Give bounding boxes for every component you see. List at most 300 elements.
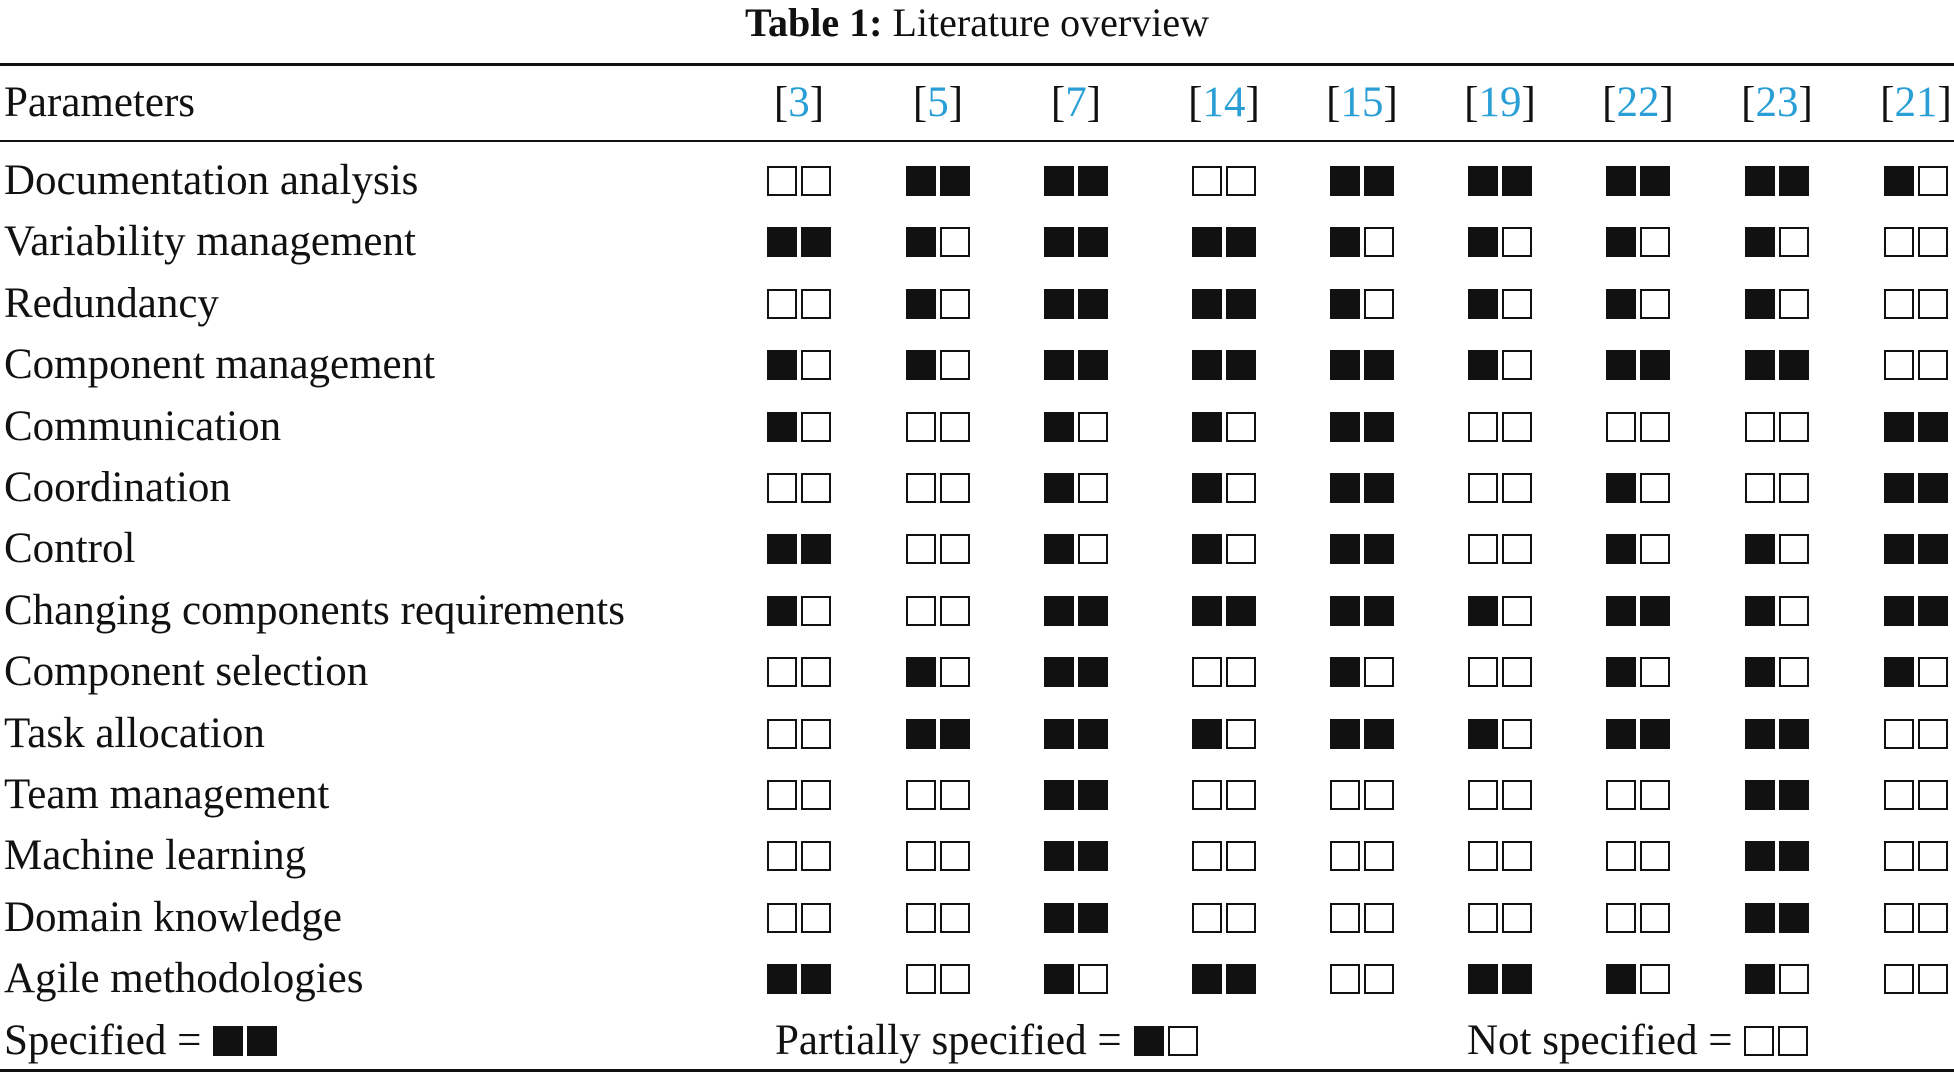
- empty-square-icon: [1502, 473, 1532, 503]
- table-row: [0, 949, 1954, 1009]
- filled-square-icon: [1779, 350, 1809, 380]
- legend-text: Not specified =: [1467, 1017, 1733, 1064]
- empty-square-icon: [1918, 841, 1948, 871]
- open-bracket: [: [1188, 79, 1203, 126]
- reference-header[interactable]: [1021, 73, 1131, 133]
- filled-square-icon: [1078, 166, 1108, 196]
- filled-square-icon: [1330, 227, 1360, 257]
- close-bracket: ]: [1798, 79, 1813, 126]
- filled-square-icon: [1330, 350, 1360, 380]
- filled-square-icon: [1918, 473, 1948, 503]
- empty-square-icon: [767, 841, 797, 871]
- empty-square-icon: [1640, 289, 1670, 319]
- empty-square-icon: [1640, 473, 1670, 503]
- specification-cell: [1861, 581, 1954, 641]
- filled-square-icon: [1468, 227, 1498, 257]
- filled-square-icon: [1502, 964, 1532, 994]
- empty-square-icon: [1468, 534, 1498, 564]
- empty-square-icon: [940, 412, 970, 442]
- filled-square-icon: [1779, 719, 1809, 749]
- specification-cell: [1307, 642, 1417, 702]
- filled-square-icon: [1044, 596, 1074, 626]
- filled-square-icon: [906, 289, 936, 319]
- empty-square-icon: [1918, 166, 1948, 196]
- empty-square-icon: [801, 350, 831, 380]
- reference-link[interactable]: 15: [1340, 79, 1384, 126]
- specification-cell: [1861, 335, 1954, 395]
- filled-square-icon: [1192, 534, 1222, 564]
- specification-cell: [883, 335, 993, 395]
- filled-square-icon: [213, 1026, 243, 1056]
- empty-square-icon: [1168, 1026, 1198, 1056]
- filled-square-icon: [1745, 596, 1775, 626]
- empty-square-icon: [1884, 289, 1914, 319]
- filled-square-icon: [1640, 596, 1670, 626]
- specification-cell: [1169, 458, 1279, 518]
- specification-cell: [1583, 642, 1693, 702]
- specification-cell: [1169, 826, 1279, 886]
- specification-cell: [1861, 458, 1954, 518]
- empty-square-icon: [1192, 166, 1222, 196]
- empty-square-icon: [1745, 412, 1775, 442]
- specification-cell: [1583, 458, 1693, 518]
- filled-square-icon: [1468, 964, 1498, 994]
- reference-header[interactable]: [883, 73, 993, 133]
- filled-square-icon: [1078, 903, 1108, 933]
- filled-square-icon: [1192, 412, 1222, 442]
- filled-square-icon: [1078, 227, 1108, 257]
- filled-square-icon: [940, 719, 970, 749]
- empty-square-icon: [940, 841, 970, 871]
- specification-cell: [1021, 826, 1131, 886]
- reference-link[interactable]: 23: [1755, 79, 1799, 126]
- empty-square-icon: [801, 841, 831, 871]
- filled-square-icon: [247, 1026, 277, 1056]
- filled-square-icon: [1779, 780, 1809, 810]
- close-bracket: ]: [1086, 79, 1102, 126]
- filled-square-icon: [1364, 166, 1394, 196]
- empty-square-icon: [1918, 657, 1948, 687]
- specification-cell: [1169, 704, 1279, 764]
- specification-cell: [1445, 826, 1555, 886]
- empty-square-icon: [1364, 903, 1394, 933]
- table-caption: [0, 0, 1954, 46]
- specification-cell: [1169, 581, 1279, 641]
- specification-cell: [744, 274, 854, 334]
- filled-square-icon: [767, 964, 797, 994]
- reference-link[interactable]: 3: [788, 79, 810, 126]
- specification-cell: [1307, 458, 1417, 518]
- filled-square-icon: [1044, 964, 1074, 994]
- specification-cell: [1021, 888, 1131, 948]
- reference-header[interactable]: [1722, 73, 1832, 133]
- specification-cell: [1722, 274, 1832, 334]
- specification-cell: [744, 949, 854, 1009]
- filled-square-icon: [1330, 289, 1360, 319]
- specification-cell: [1169, 888, 1279, 948]
- specification-cell: [1021, 581, 1131, 641]
- filled-square-icon: [1606, 964, 1636, 994]
- table-row: [0, 704, 1954, 764]
- open-bracket: [: [1741, 79, 1756, 126]
- empty-square-icon: [1192, 657, 1222, 687]
- table-row: [0, 274, 1954, 334]
- filled-square-icon: [1078, 596, 1108, 626]
- specification-cell: [744, 826, 854, 886]
- reference-link[interactable]: 14: [1202, 79, 1246, 126]
- empty-square-icon: [1364, 657, 1394, 687]
- specification-cell: [1583, 274, 1693, 334]
- empty-square-icon: [1606, 903, 1636, 933]
- empty-square-icon: [906, 473, 936, 503]
- empty-square-icon: [1502, 289, 1532, 319]
- filled-square-icon: [1745, 841, 1775, 871]
- specification-cell: [883, 826, 993, 886]
- empty-square-icon: [1330, 903, 1360, 933]
- filled-square-icon: [1078, 841, 1108, 871]
- specification-cell: [1861, 765, 1954, 825]
- filled-square-icon: [1044, 719, 1074, 749]
- parameter-label: Documentation analysis: [4, 157, 419, 204]
- specification-cell: [1169, 765, 1279, 825]
- empty-square-icon: [767, 166, 797, 196]
- empty-square-icon: [1468, 780, 1498, 810]
- filled-square-icon: [1364, 412, 1394, 442]
- specification-cell: [1722, 581, 1832, 641]
- reference-header[interactable]: [1583, 73, 1693, 133]
- empty-square-icon: [801, 412, 831, 442]
- specification-cell: [1169, 642, 1279, 702]
- specification-cell: [1169, 151, 1279, 211]
- specification-cell: [1021, 274, 1131, 334]
- empty-square-icon: [1918, 289, 1948, 319]
- specification-cell: [1307, 151, 1417, 211]
- filled-square-icon: [1226, 350, 1256, 380]
- filled-square-icon: [1044, 657, 1074, 687]
- specification-cell: [1021, 949, 1131, 1009]
- empty-square-icon: [1468, 657, 1498, 687]
- empty-square-icon: [1884, 227, 1914, 257]
- specification-cell: [1445, 335, 1555, 395]
- specification-cell: [883, 704, 993, 764]
- parameter-label: Machine learning: [4, 832, 307, 879]
- reference-link[interactable]: 7: [1065, 79, 1087, 126]
- filled-square-icon: [1468, 289, 1498, 319]
- legend-item: [4, 1011, 277, 1071]
- empty-square-icon: [1226, 719, 1256, 749]
- specification-cell: [883, 519, 993, 579]
- reference-link[interactable]: 5: [927, 79, 949, 126]
- specification-cell: [1583, 581, 1693, 641]
- filled-square-icon: [1044, 841, 1074, 871]
- specification-cell: [883, 274, 993, 334]
- empty-square-icon: [1640, 841, 1670, 871]
- specification-cell: [1445, 519, 1555, 579]
- empty-square-icon: [801, 289, 831, 319]
- filled-square-icon: [1918, 412, 1948, 442]
- filled-square-icon: [1226, 964, 1256, 994]
- parameter-label: Redundancy: [4, 280, 219, 327]
- filled-square-icon: [1606, 289, 1636, 319]
- specification-cell: [1021, 397, 1131, 457]
- specification-cell: [1445, 765, 1555, 825]
- empty-square-icon: [1502, 350, 1532, 380]
- specification-cell: [1021, 765, 1131, 825]
- specification-cell: [1722, 397, 1832, 457]
- empty-square-icon: [1779, 289, 1809, 319]
- filled-square-icon: [1044, 227, 1074, 257]
- filled-square-icon: [1044, 166, 1074, 196]
- specification-cell: [1169, 949, 1279, 1009]
- filled-square-icon: [1330, 596, 1360, 626]
- specification-cell: [1861, 212, 1954, 272]
- table-row: [0, 335, 1954, 395]
- table-row: [0, 519, 1954, 579]
- filled-square-icon: [1078, 657, 1108, 687]
- specification-cell: [1583, 704, 1693, 764]
- filled-square-icon: [801, 227, 831, 257]
- legend-symbol: [1134, 1026, 1198, 1056]
- empty-square-icon: [940, 657, 970, 687]
- open-bracket: [: [1326, 79, 1341, 126]
- open-bracket: [: [1602, 79, 1617, 126]
- header-row: [0, 73, 1954, 133]
- empty-square-icon: [1364, 841, 1394, 871]
- parameter-label: Coordination: [4, 464, 231, 511]
- filled-square-icon: [1330, 473, 1360, 503]
- table-row: [0, 642, 1954, 702]
- specification-cell: [744, 335, 854, 395]
- specification-cell: [1861, 274, 1954, 334]
- specification-cell: [1445, 949, 1555, 1009]
- filled-square-icon: [767, 534, 797, 564]
- empty-square-icon: [1330, 841, 1360, 871]
- empty-square-icon: [1468, 473, 1498, 503]
- filled-square-icon: [1044, 350, 1074, 380]
- close-bracket: ]: [948, 79, 964, 126]
- reference-header[interactable]: [1445, 73, 1555, 133]
- specification-cell: [1307, 274, 1417, 334]
- specification-cell: [1583, 335, 1693, 395]
- empty-square-icon: [767, 289, 797, 319]
- empty-square-icon: [1192, 780, 1222, 810]
- specification-cell: [1722, 704, 1832, 764]
- filled-square-icon: [1502, 166, 1532, 196]
- reference-header[interactable]: [744, 73, 854, 133]
- filled-square-icon: [767, 350, 797, 380]
- empty-square-icon: [1502, 657, 1532, 687]
- empty-square-icon: [1745, 473, 1775, 503]
- empty-square-icon: [1779, 596, 1809, 626]
- filled-square-icon: [1884, 473, 1914, 503]
- specification-cell: [744, 519, 854, 579]
- parameter-label: Changing components requirements: [4, 587, 625, 634]
- legend-item: [1467, 1011, 1808, 1071]
- legend-row: [0, 1011, 1954, 1071]
- filled-square-icon: [1918, 596, 1948, 626]
- empty-square-icon: [767, 719, 797, 749]
- empty-square-icon: [1502, 534, 1532, 564]
- specification-cell: [1861, 704, 1954, 764]
- empty-square-icon: [1778, 1026, 1808, 1056]
- filled-square-icon: [1606, 166, 1636, 196]
- table-row: [0, 888, 1954, 948]
- empty-square-icon: [1884, 841, 1914, 871]
- specification-cell: [1445, 212, 1555, 272]
- filled-square-icon: [1044, 289, 1074, 319]
- empty-square-icon: [1078, 473, 1108, 503]
- specification-cell: [744, 458, 854, 518]
- specification-cell: [1169, 519, 1279, 579]
- table-row: [0, 826, 1954, 886]
- empty-square-icon: [801, 596, 831, 626]
- filled-square-icon: [1884, 657, 1914, 687]
- reference-header[interactable]: [1861, 73, 1954, 133]
- filled-square-icon: [1044, 412, 1074, 442]
- reference-header[interactable]: [1169, 73, 1279, 133]
- filled-square-icon: [1468, 350, 1498, 380]
- filled-square-icon: [1330, 657, 1360, 687]
- empty-square-icon: [940, 903, 970, 933]
- specification-cell: [744, 151, 854, 211]
- empty-square-icon: [801, 903, 831, 933]
- close-bracket: ]: [1383, 79, 1398, 126]
- specification-cell: [1169, 397, 1279, 457]
- filled-square-icon: [1226, 596, 1256, 626]
- reference-link[interactable]: 22: [1616, 79, 1660, 126]
- specification-cell: [1861, 151, 1954, 211]
- parameter-label: Domain knowledge: [4, 894, 342, 941]
- specification-cell: [1307, 765, 1417, 825]
- filled-square-icon: [1330, 719, 1360, 749]
- empty-square-icon: [1192, 903, 1222, 933]
- specification-cell: [883, 212, 993, 272]
- specification-cell: [1021, 212, 1131, 272]
- specification-cell: [744, 765, 854, 825]
- empty-square-icon: [1502, 903, 1532, 933]
- filled-square-icon: [1779, 903, 1809, 933]
- empty-square-icon: [1502, 780, 1532, 810]
- filled-square-icon: [1468, 596, 1498, 626]
- filled-square-icon: [906, 657, 936, 687]
- empty-square-icon: [1640, 657, 1670, 687]
- caption-title: Literature overview: [892, 0, 1209, 45]
- empty-square-icon: [1226, 657, 1256, 687]
- empty-square-icon: [1330, 780, 1360, 810]
- empty-square-icon: [1779, 412, 1809, 442]
- empty-square-icon: [1468, 412, 1498, 442]
- empty-square-icon: [1884, 964, 1914, 994]
- specification-cell: [1722, 212, 1832, 272]
- close-bracket: ]: [1937, 79, 1952, 126]
- caption-label: Table 1:: [745, 0, 883, 45]
- empty-square-icon: [940, 780, 970, 810]
- legend-symbol: [213, 1026, 277, 1056]
- empty-square-icon: [767, 473, 797, 503]
- specification-cell: [1583, 949, 1693, 1009]
- reference-link[interactable]: 21: [1894, 79, 1938, 126]
- empty-square-icon: [940, 350, 970, 380]
- legend-item: [775, 1011, 1198, 1071]
- filled-square-icon: [1745, 534, 1775, 564]
- filled-square-icon: [1745, 227, 1775, 257]
- empty-square-icon: [801, 473, 831, 503]
- specification-cell: [1861, 397, 1954, 457]
- empty-square-icon: [940, 289, 970, 319]
- specification-cell: [1445, 704, 1555, 764]
- empty-square-icon: [1226, 534, 1256, 564]
- filled-square-icon: [1606, 719, 1636, 749]
- filled-square-icon: [1606, 350, 1636, 380]
- empty-square-icon: [1640, 412, 1670, 442]
- parameters-header: Parameters: [4, 79, 196, 126]
- specification-cell: [883, 888, 993, 948]
- legend-text: Partially specified =: [775, 1017, 1122, 1064]
- empty-square-icon: [1192, 841, 1222, 871]
- filled-square-icon: [1606, 227, 1636, 257]
- empty-square-icon: [1779, 227, 1809, 257]
- empty-square-icon: [1502, 841, 1532, 871]
- specification-cell: [1445, 642, 1555, 702]
- filled-square-icon: [767, 412, 797, 442]
- empty-square-icon: [1502, 227, 1532, 257]
- specification-cell: [744, 397, 854, 457]
- empty-square-icon: [1918, 964, 1948, 994]
- filled-square-icon: [1330, 534, 1360, 564]
- specification-cell: [1307, 212, 1417, 272]
- filled-square-icon: [801, 534, 831, 564]
- filled-square-icon: [1192, 964, 1222, 994]
- empty-square-icon: [1918, 350, 1948, 380]
- specification-cell: [1307, 581, 1417, 641]
- filled-square-icon: [1745, 350, 1775, 380]
- filled-square-icon: [1745, 166, 1775, 196]
- reference-header[interactable]: [1307, 73, 1417, 133]
- filled-square-icon: [1226, 289, 1256, 319]
- filled-square-icon: [1884, 596, 1914, 626]
- empty-square-icon: [1226, 903, 1256, 933]
- table-row: [0, 151, 1954, 211]
- filled-square-icon: [767, 596, 797, 626]
- filled-square-icon: [940, 166, 970, 196]
- specification-cell: [1722, 765, 1832, 825]
- filled-square-icon: [1745, 657, 1775, 687]
- filled-square-icon: [1044, 534, 1074, 564]
- empty-square-icon: [1078, 534, 1108, 564]
- open-bracket: [: [773, 79, 789, 126]
- filled-square-icon: [1330, 412, 1360, 442]
- filled-square-icon: [1606, 596, 1636, 626]
- specification-cell: [1021, 458, 1131, 518]
- empty-square-icon: [940, 534, 970, 564]
- empty-square-icon: [906, 596, 936, 626]
- empty-square-icon: [1364, 289, 1394, 319]
- filled-square-icon: [906, 227, 936, 257]
- empty-square-icon: [1502, 719, 1532, 749]
- reference-link[interactable]: 19: [1478, 79, 1522, 126]
- specification-cell: [1583, 212, 1693, 272]
- table-row: [0, 765, 1954, 825]
- empty-square-icon: [1744, 1026, 1774, 1056]
- filled-square-icon: [1044, 780, 1074, 810]
- empty-square-icon: [1918, 903, 1948, 933]
- table-row: [0, 397, 1954, 457]
- empty-square-icon: [1606, 412, 1636, 442]
- filled-square-icon: [1779, 166, 1809, 196]
- specification-cell: [1307, 949, 1417, 1009]
- specification-cell: [1583, 765, 1693, 825]
- specification-cell: [1169, 335, 1279, 395]
